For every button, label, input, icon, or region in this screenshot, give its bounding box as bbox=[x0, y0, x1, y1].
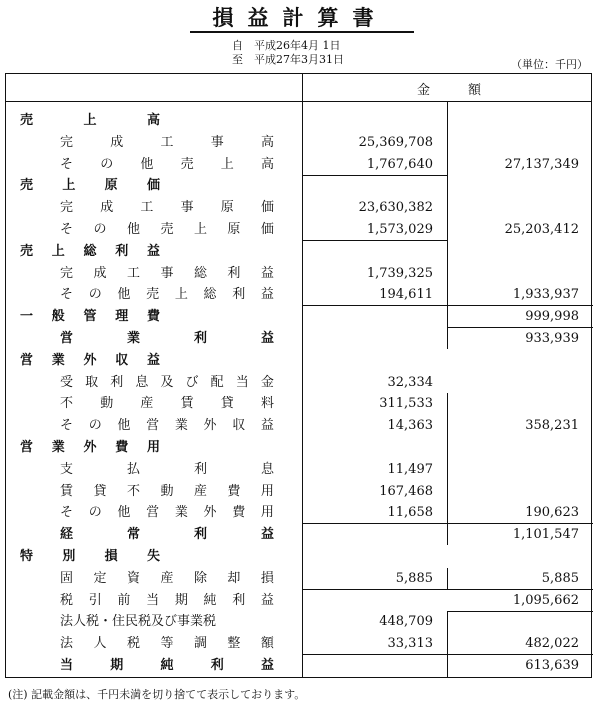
row-label: 不 動 産 賃 貸 料 bbox=[60, 396, 274, 412]
table-row bbox=[6, 110, 591, 131]
amount-detail: 14,363 bbox=[387, 418, 433, 434]
table-row bbox=[6, 328, 591, 349]
period-from-date: 平成26年4月 1日 bbox=[254, 39, 341, 52]
subtotal-column-line bbox=[447, 611, 448, 677]
row-label: 売 上 総 利 益 bbox=[20, 243, 160, 259]
row-label: そ の 他 売 上 高 bbox=[60, 156, 274, 172]
sum-rule bbox=[447, 327, 593, 328]
row-label: 特 別 損 失 bbox=[20, 549, 160, 564]
row-label: 法 人 税 等 調 整 額 bbox=[60, 636, 274, 652]
row-label: 一 般 管 理 費 bbox=[20, 309, 160, 325]
row-label: 営 業 外 費 用 bbox=[20, 440, 160, 455]
amount-total: 999,998 bbox=[525, 309, 579, 325]
table-row bbox=[6, 459, 591, 480]
amount-total: 190,623 bbox=[525, 505, 579, 521]
row-label: 完 成 工 事 高 bbox=[60, 134, 274, 150]
footnote: (注) 記載金額は、千円未満を切り捨てて表示しております。 bbox=[8, 688, 306, 701]
table-row bbox=[6, 611, 591, 632]
sum-rule bbox=[302, 305, 593, 306]
amount-detail: 448,709 bbox=[379, 614, 433, 630]
amount-detail: 1,573,029 bbox=[366, 222, 433, 237]
amount-total: 482,022 bbox=[525, 636, 579, 652]
unit-label: （単位：千円） bbox=[511, 58, 588, 71]
amount-total: 1,101,547 bbox=[512, 527, 579, 543]
table-row bbox=[6, 393, 591, 414]
table-row bbox=[6, 655, 591, 676]
document-title: 損益計算書 bbox=[212, 6, 388, 30]
sum-rule bbox=[302, 240, 447, 241]
amount-detail: 1,767,640 bbox=[366, 156, 433, 172]
table-row bbox=[6, 154, 591, 175]
table-row bbox=[6, 437, 591, 458]
table-row bbox=[6, 633, 591, 654]
table-row bbox=[6, 481, 591, 502]
table-row bbox=[6, 306, 591, 327]
amount-detail: 32,334 bbox=[387, 374, 433, 390]
row-label: 支 払 利 息 bbox=[60, 461, 274, 477]
table-row bbox=[6, 197, 591, 218]
amount-detail: 5,885 bbox=[395, 570, 433, 586]
period-to-label: 至 bbox=[232, 53, 243, 66]
row-label: 固 定 資 産 除 却 損 bbox=[60, 570, 274, 586]
table-row bbox=[6, 241, 591, 262]
table-row bbox=[6, 502, 591, 523]
row-label: 売 上 原 価 bbox=[20, 178, 160, 194]
table-row bbox=[6, 524, 591, 545]
sum-rule bbox=[302, 523, 593, 524]
row-label: そ の 他 営 業 外 費 用 bbox=[60, 505, 274, 521]
amount-detail: 25,369,708 bbox=[358, 134, 433, 150]
table-row bbox=[6, 546, 591, 567]
amount-detail: 167,468 bbox=[379, 483, 433, 499]
table-row bbox=[6, 372, 591, 393]
table-row bbox=[6, 132, 591, 153]
sum-rule bbox=[302, 654, 593, 655]
income-statement-table bbox=[5, 73, 592, 678]
table-row bbox=[6, 590, 591, 611]
amount-detail: 194,611 bbox=[379, 287, 433, 303]
table-header bbox=[6, 74, 591, 102]
row-label: 経 常 利 益 bbox=[60, 527, 274, 543]
row-label: 受 取 利 息 及 び 配 当 金 bbox=[60, 374, 274, 390]
table-row bbox=[6, 175, 591, 196]
period-to bbox=[232, 51, 344, 67]
amount-total: 933,939 bbox=[525, 331, 579, 346]
amount-detail: 11,658 bbox=[387, 505, 433, 521]
table-row bbox=[6, 415, 591, 436]
amount-detail: 33,313 bbox=[387, 636, 433, 652]
period-from-label: 自 bbox=[232, 39, 243, 52]
row-label: そ の 他 営 業 外 収 益 bbox=[60, 418, 274, 434]
row-label: 賃 貸 不 動 産 費 用 bbox=[60, 483, 274, 499]
row-label: 完 成 工 事 原 価 bbox=[60, 200, 274, 216]
amount-detail: 11,497 bbox=[387, 461, 433, 477]
row-label: そ の 他 売 上 原 価 bbox=[60, 222, 274, 237]
amount-detail: 1,739,325 bbox=[366, 265, 433, 281]
table-row bbox=[6, 350, 591, 371]
amount-total: 27,137,349 bbox=[504, 156, 579, 172]
amount-total: 358,231 bbox=[525, 418, 579, 434]
row-label: そ の 他 売 上 総 利 益 bbox=[60, 287, 274, 303]
table-row bbox=[6, 263, 591, 284]
amount-detail: 23,630,382 bbox=[358, 200, 433, 216]
row-label: 完 成 工 事 総 利 益 bbox=[60, 265, 274, 281]
amount-detail: 311,533 bbox=[379, 396, 433, 412]
row-label: 当 期 純 利 益 bbox=[60, 658, 274, 673]
amount-total: 613,639 bbox=[525, 658, 579, 673]
period-to-date: 平成27年3月31日 bbox=[254, 53, 344, 66]
amount-total: 5,885 bbox=[541, 570, 579, 586]
title-underline bbox=[190, 31, 414, 33]
amount-total: 1,095,662 bbox=[512, 592, 579, 608]
subtotal-column-line bbox=[447, 101, 448, 349]
row-label: 売 上 高 bbox=[20, 113, 160, 128]
amount-total: 1,933,937 bbox=[512, 287, 579, 303]
table-row bbox=[6, 219, 591, 240]
subtotal-column-line bbox=[447, 568, 448, 590]
sum-rule bbox=[447, 611, 593, 612]
table-row bbox=[6, 568, 591, 589]
amount-total: 25,203,412 bbox=[504, 222, 579, 237]
amount-header: 金額 bbox=[416, 83, 519, 98]
row-label: 税 引 前 当 期 純 利 益 bbox=[60, 592, 274, 608]
row-label: 営 業 外 収 益 bbox=[20, 352, 160, 368]
sum-rule bbox=[302, 589, 593, 590]
table-row bbox=[6, 284, 591, 305]
row-label: 法人税・住民税及び事業税 bbox=[60, 614, 217, 630]
sum-rule bbox=[302, 175, 447, 176]
row-label: 営 業 利 益 bbox=[60, 331, 274, 346]
